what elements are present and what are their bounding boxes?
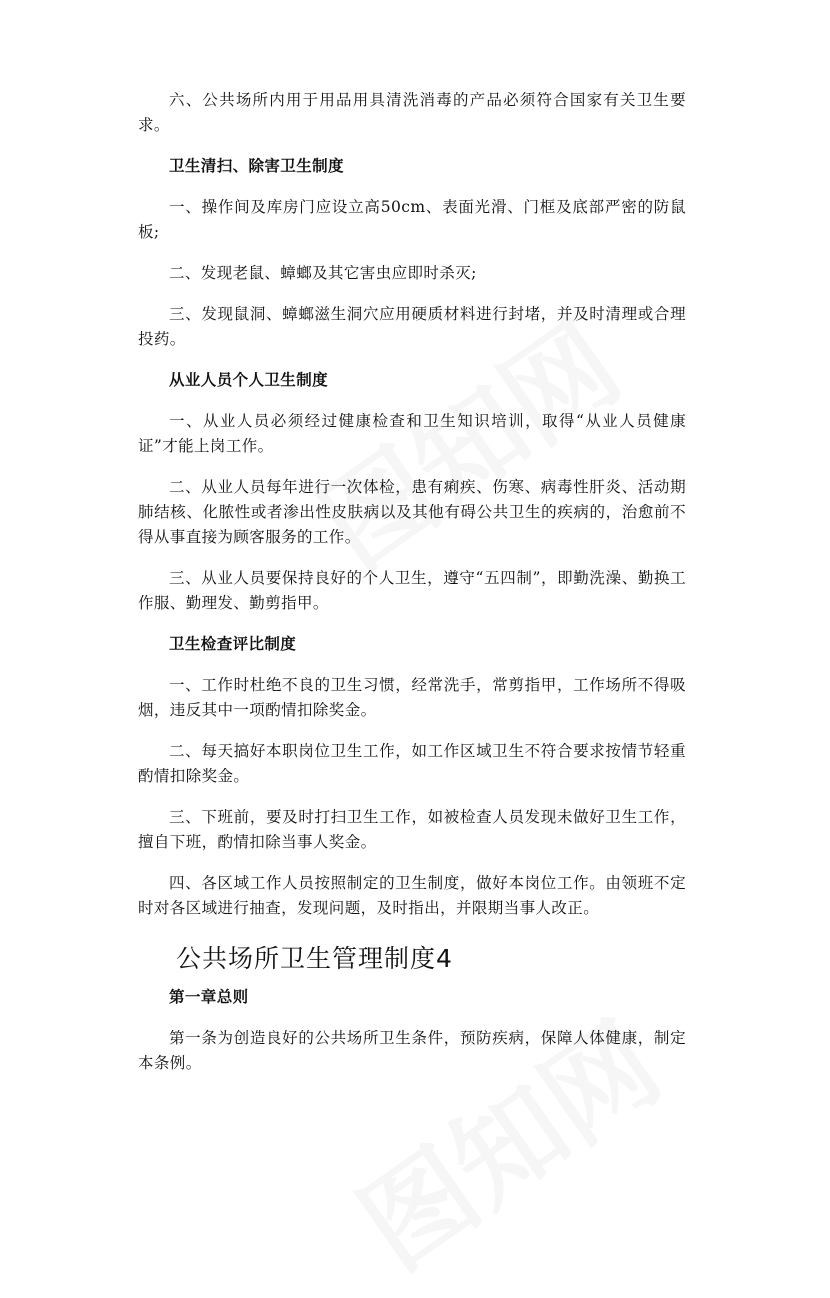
paragraph: 三、下班前，要及时打扫卫生工作，如被检查人员发现未做好卫生工作，擅自下班，酌情扣除当事人奖金。	[138, 808, 686, 851]
section-heading: 第一章总则	[169, 988, 249, 1006]
section-heading: 从业人员个人卫生制度	[169, 371, 329, 389]
paragraph: 二、发现老鼠、蟑螂及其它害虫应即时杀灭;	[169, 264, 477, 282]
section-heading: 卫生清扫、除害卫生制度	[169, 157, 344, 175]
paragraph: 四、各区域工作人员按照制定的卫生制度，做好本岗位工作。由领班不定时对各区域进行抽查，发现问题，及时指出，并限期当事人改正。	[138, 874, 686, 917]
paragraph: 六、公共场所内用于用品用具清洗消毒的产品必须符合国家有关卫生要求。	[138, 91, 686, 134]
paragraph: 一、工作时杜绝不良的卫生习惯，经常洗手，常剪指甲，工作场所不得吸烟，违反其中一项酌情扣除奖金。	[138, 676, 686, 719]
paragraph: 第一条为创造良好的公共场所卫生条件，预防疾病，保障人体健康，制定本条例。	[138, 1029, 686, 1072]
paragraph: 一、从业人员必须经过健康检查和卫生知识培训，取得“从业人员健康证”才能上岗工作。	[138, 412, 686, 455]
paragraph: 二、从业人员每年进行一次体检，患有痢疾、伤寒、病毒性肝炎、活动期肺结核、化脓性或者渗出性皮肤病以及其他有碍公共卫生的疾病的，治愈前不得从事直接为顾客服务的工作。	[138, 478, 686, 546]
paragraph: 一、操作间及库房门应设立高50cm、表面光滑、门框及底部严密的防鼠板;	[138, 198, 686, 241]
chapter-title: 公共场所卫生管理制度4	[176, 944, 453, 973]
paragraph: 二、每天搞好本职岗位卫生工作，如工作区域卫生不符合要求按情节轻重酌情扣除奖金。	[138, 742, 686, 785]
paragraph: 三、从业人员要保持良好的个人卫生，遵守“五四制”，即勤洗澡、勤换工作服、勤理发、勤剪指甲。	[138, 569, 686, 612]
paragraph: 三、发现鼠洞、蟑螂滋生洞穴应用硬质材料进行封堵，并及时清理或合理投药。	[138, 305, 686, 348]
document-body	[138, 88, 686, 1076]
section-heading: 卫生检查评比制度	[169, 635, 297, 653]
